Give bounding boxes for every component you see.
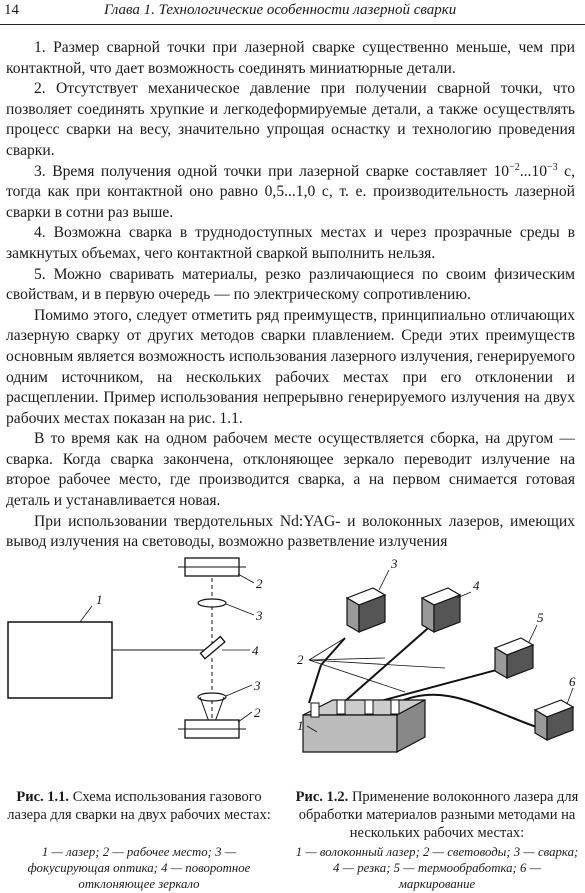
label: 2 <box>256 576 263 591</box>
figures-area <box>0 540 585 893</box>
label: 3 <box>391 556 398 571</box>
lens-top <box>198 599 226 607</box>
station-heat-treatment <box>495 638 533 678</box>
running-title: Глава 1. Технологические особенности лазерной сварки <box>104 2 457 18</box>
station-cutting <box>422 588 460 632</box>
paragraph <box>6 162 575 224</box>
text-run: ...10 <box>519 162 548 180</box>
station-welding <box>347 588 385 632</box>
figure-1-2-legend <box>294 844 580 892</box>
label: 5 <box>537 610 544 625</box>
fiber-laser-block <box>303 700 425 752</box>
caption-text: Применение волоконного лазера для обработки материалов разными методами на нескольких рабочих местах: <box>298 789 579 841</box>
running-header <box>0 0 585 25</box>
figure-1-2-caption <box>294 788 580 842</box>
exponent: −3 <box>547 161 558 173</box>
paragraph: 2. Отсутствует механическое давление при получении сварной точки, что позволяет соединять хрупкие и легкодеформируемые детали, а также осуществлять процесс сварки на весу, значительно упрощая оснастку и технологию проведения сварки. <box>6 80 575 159</box>
legend-text: 1 — лазер; 2 — рабочее место; 3 — фокусирующая оптика; 4 — поворотное отклоняющее зеркало <box>27 845 251 891</box>
lens-bottom <box>198 693 226 701</box>
text-run: с, тогда как при контактной оно равно 0,5...1,0 с, т. е. производительность лазерной сварки в сотни раз выше. <box>6 162 575 221</box>
body-text <box>6 38 575 553</box>
laser-box <box>8 622 112 698</box>
label: 6 <box>569 674 576 689</box>
page-number: 14 <box>4 2 19 18</box>
label: 4 <box>473 578 480 593</box>
caption-number: Рис. 1.2. <box>295 789 349 805</box>
exponent: −2 <box>509 161 520 173</box>
paragraph: В то время как на одном рабочем месте осуществляется сборка, на другом — сварка. Когда сварка закончена, отклоняющее зеркало переводит излучение на второе рабочее место, где производится сварка, а на первом снимается готовая деталь и устанавливается новая. <box>6 430 575 510</box>
paragraph: 1. Размер сварной точки при лазерной сварке существенно меньше, чем при контактной, что дает возможность соединять миниатюрные детали. <box>6 39 575 77</box>
rotating-mirror <box>200 637 224 659</box>
label: 3 <box>254 678 261 693</box>
station-marking <box>535 700 573 740</box>
paragraph: 4. Возможна сварка в труднодоступных местах и через прозрачные среды в замкнутых объемах, чего контактной сваркой выполнить нельзя. <box>6 224 575 262</box>
figure-1-1-caption <box>4 788 274 824</box>
label: 2 <box>297 652 304 667</box>
paragraph: 5. Можно сваривать материалы, резко различающиеся по своим физическим свойствам, и в первую очередь — по электрическому сопротивлению. <box>6 265 575 304</box>
caption-text: Схема использования газового лазера для сварки на двух рабочих местах: <box>7 789 271 823</box>
label: 1 <box>96 592 103 607</box>
legend-text: 1 — волоконный лазер; 2 — световоды; 3 — сварка; 4 — резка; 5 — термообработка; 6 — маркирование <box>295 845 579 891</box>
figure-1-1-legend <box>4 844 274 892</box>
figure-1-2-diagram <box>285 540 585 785</box>
caption-number: Рис. 1.1. <box>16 789 70 805</box>
label: 3 <box>256 608 263 623</box>
figure-1-1-diagram <box>0 540 300 785</box>
label: 2 <box>254 705 261 720</box>
text-run: 3. Время получения одной точки при лазерной сварке составляет 10 <box>34 162 510 180</box>
label: 1 <box>297 718 304 733</box>
paragraph: Помимо этого, следует отметить ряд преимуществ, принципиально отличающих лазерную сварку от других методов сварки плавлением. Среди этих преимуществ основным является возможность использования лазерного излучения, генерируемого одним источником, на нескольких рабочих местах при его отклонении и расщеплении. Пример использования непрерывно генерируемого излучения на двух рабочих местах показан на рис. 1.1. <box>6 306 575 427</box>
label: 4 <box>252 643 259 658</box>
paragraph: При использовании твердотельных Nd:YAG- и волоконных лазеров, имеющих вывод излучения на световоды, возможно разветвление излучения <box>6 512 575 551</box>
